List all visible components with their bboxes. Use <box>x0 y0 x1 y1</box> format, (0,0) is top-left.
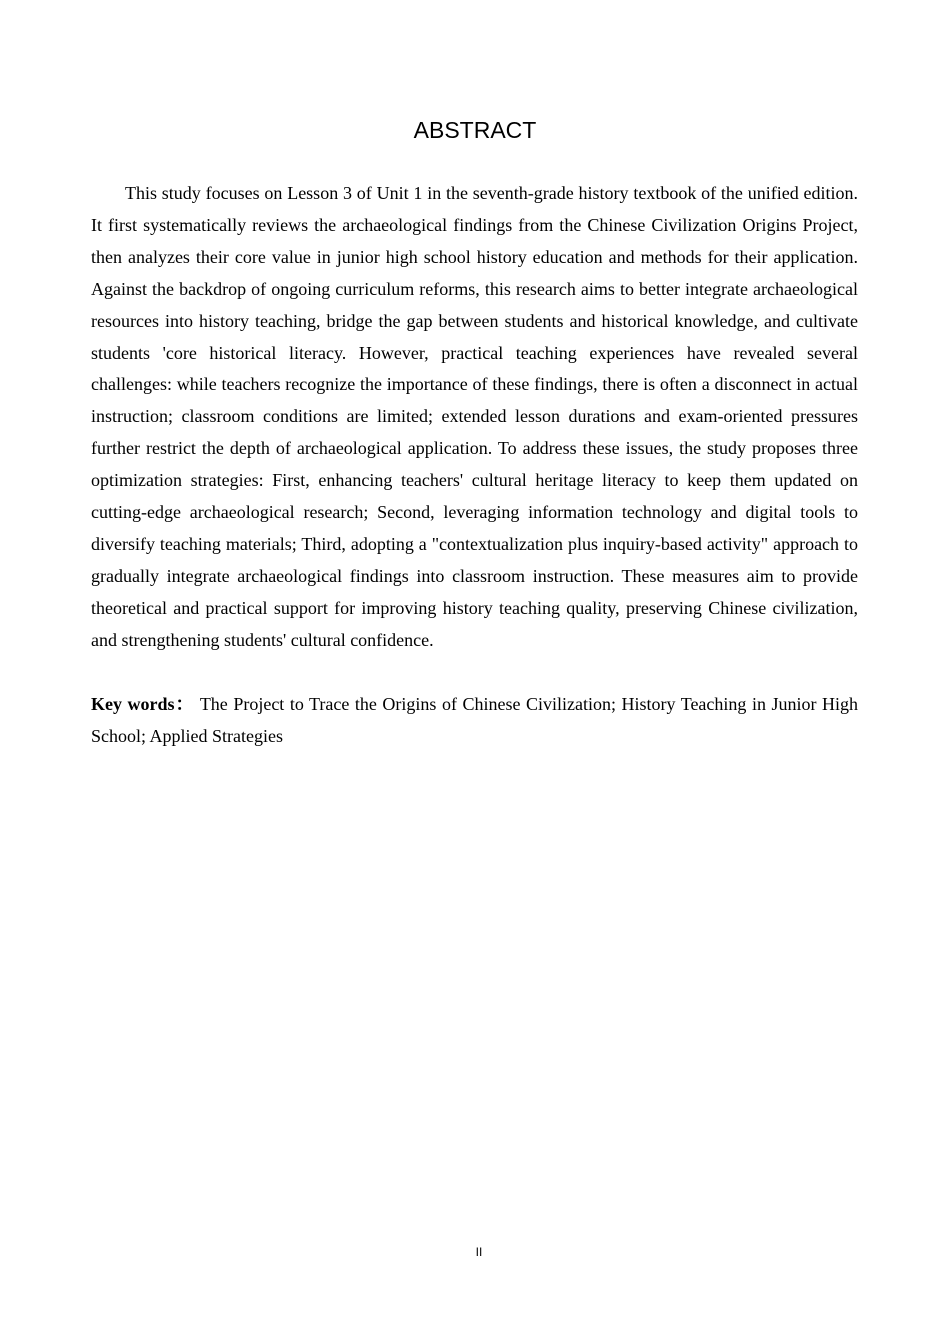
keywords-label: Key words： <box>91 694 195 714</box>
abstract-title: ABSTRACT <box>413 117 537 143</box>
keywords-text: The Project to Trace the Origins of Chinese Civilization; History Teaching in Junior High School; Applied Strategies <box>91 694 859 746</box>
abstract-body: This study focuses on Lesson 3 of Unit 1 in the seventh-grade history textbook of the unified edition. It first systematically reviews the archaeological findings from the Chinese Civilization Origins Project, then analyzes their core value in junior high school history education and methods for their application. Against the backdrop of ongoing curriculum reforms, this research aims to better integrate archaeological resources into history teaching, bridge the gap between students and historical knowledge, and cultivate students 'core historical literacy. However, practical teaching experiences have revealed several challenges: while teachers recognize the importance of these findings, there is often a disconnect in actual instruction; classroom conditions are limited; extended lesson durations and exam-oriented pressures further restrict the depth of archaeological application. To address these issues, the study proposes three optimization strategies: First, enhancing teachers' cultural heritage literacy to keep them updated on cutting-edge archaeological research; Second, leveraging information technology and digital tools to diversify teaching materials; Third, adopting a "contextualization plus inquiry-based activity" approach to gradually integrate archaeological findings into classroom instruction. These measures aim to provide theoretical and practical support for improving history teaching quality, preserving Chinese civilization, and strengthening students' cultural confidence. <box>91 183 858 650</box>
page-number: II <box>475 1245 483 1259</box>
keywords-paragraph <box>91 689 858 752</box>
